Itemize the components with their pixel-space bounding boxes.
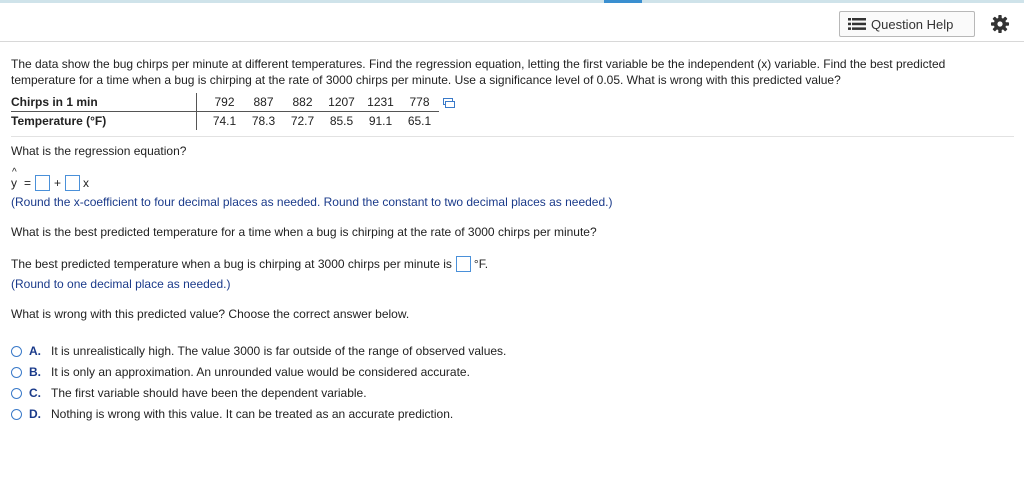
table-divider [197,112,206,131]
choice-letter: C. [29,386,41,400]
q1-prompt: What is the regression equation? [11,144,187,158]
gear-icon[interactable] [990,14,1010,34]
q2-answer-suffix: °F. [473,257,489,271]
question-help-label: Question Help [871,16,954,32]
copy-cell [439,93,455,112]
header-bar [0,3,1024,42]
x-variable: x [83,176,90,190]
q1-hint: (Round the x-coefficient to four decimal places as needed. Round the constant to two decimal places as needed.) [11,195,613,209]
table-cell: 792 [205,93,244,112]
table-cell: 1231 [361,93,400,112]
choice-text: It is unrealistically high. The value 3000 is far outside of the range of observed values. [51,344,507,358]
table-cell: 74.1 [212,114,237,128]
choice-letter: A. [29,344,41,358]
equals-sign: = [24,176,32,190]
q2-answer-line [11,256,488,272]
table-cell: 887 [244,93,283,112]
table-cell: 85.5 [329,114,354,128]
q3-prompt: What is wrong with this predicted value? Choose the correct answer below. [11,307,410,321]
copy-data-icon[interactable] [443,98,455,108]
row-label-temperature: Temperature (°F) [11,114,107,128]
choice-letter: D. [29,407,41,421]
table-cell: 778 [400,93,439,112]
table-divider [197,93,206,112]
q2-answer-prefix: The best predicted temperature when a bug is chirping at 3000 chirps per minute is [11,257,452,271]
x-coefficient-input[interactable] [65,175,80,191]
radio-button[interactable] [11,367,22,378]
table-cell: 65.1 [407,114,432,128]
row-label-chirps: Chirps in 1 min [11,93,197,112]
y-hat: ^ y [11,167,17,190]
choice-text: The first variable should have been the dependent variable. [51,386,367,400]
table-cell: 1207 [322,93,361,112]
choice-b[interactable] [11,365,470,379]
choice-a[interactable] [11,344,506,358]
table-row [11,93,455,112]
question-content [11,56,1001,421]
choice-c[interactable] [11,386,367,400]
table-cell: 72.7 [290,114,315,128]
table-row [11,112,455,131]
section-divider [11,136,1014,137]
table-cell: 91.1 [368,114,393,128]
constant-input[interactable] [35,175,50,191]
q2-hint: (Round to one decimal place as needed.) [11,277,231,291]
radio-button[interactable] [11,409,22,420]
q2-prompt: What is the best predicted temperature for a time when a bug is chirping at the rate of 3000 chirps per minute? [11,225,597,239]
choice-text: It is only an approximation. An unrounded value would be considered accurate. [51,365,470,379]
data-table [11,93,455,130]
table-cell: 882 [283,93,322,112]
question-help-button[interactable] [839,11,975,37]
plus-sign: + [54,176,62,190]
regression-equation [11,167,90,193]
predicted-temperature-input[interactable] [456,256,471,272]
choice-text: Nothing is wrong with this value. It can be treated as an accurate prediction. [51,407,454,421]
choice-letter: B. [29,365,41,379]
table-cell: 78.3 [251,114,276,128]
radio-button[interactable] [11,346,22,357]
empty-cell [439,112,455,131]
problem-statement: The data show the bug chirps per minute at different temperatures. Find the regression equation, letting the first variable be the independent (x) variable. Find the best predicted temperature for a time when a bug is chirping at the rate of 3000 chirps per minute. Use a significance level of 0.05. What is wrong with this predicted value? [11,57,946,87]
choice-d[interactable] [11,407,453,421]
list-icon [848,18,866,30]
radio-button[interactable] [11,388,22,399]
